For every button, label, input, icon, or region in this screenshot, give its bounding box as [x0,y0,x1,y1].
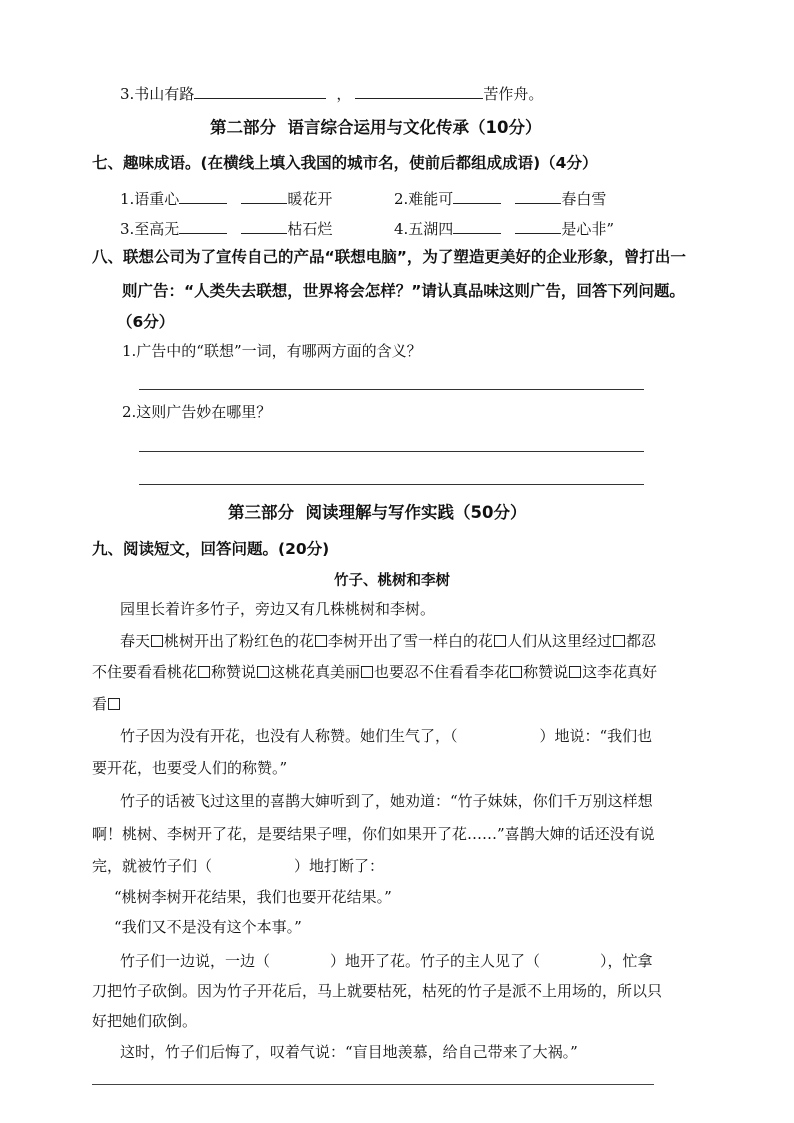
q8-sub-2: 2.这则广告妙在哪里？ [122,403,272,421]
part2-title: 第二部分 语言综合运用与文化传承（10分） [210,118,542,137]
q8-answer-line-2[interactable] [139,451,644,452]
q7-item-2-blank-2[interactable] [515,189,561,204]
story-p3-line-1 [120,729,652,744]
story-p2-line-1 [120,634,656,649]
story-title: 竹子、桃树和李树 [334,572,450,589]
p4-seg: ）地打断了： [294,857,385,875]
story-p4-line-1: 竹子的话被飞过这里的喜鹊大婶听到了，她劝道：“竹子妹妹，你们千万别这样想 [120,792,653,810]
q8-line-3: （6分） [117,313,175,331]
p5-seg: ），忙拿 [600,952,653,970]
p2-seg: 称赞说 [211,663,257,681]
q7-item-3-b: 枯石烂 [287,220,333,238]
p2-seg: 这李花真好 [582,663,658,681]
story-p5-line-3: 好把她们砍倒。 [92,1012,198,1030]
q7-item-4-blank[interactable] [453,219,501,234]
q7-item-1-b: 暖花开 [287,190,333,208]
q7-item-3 [120,219,332,237]
punct-box[interactable] [569,666,581,678]
q7-item-2-a: 2.难能可 [394,190,454,208]
punct-box[interactable] [510,666,522,678]
q7-item-3-blank[interactable] [179,219,227,234]
q7-item-1-blank-2[interactable] [241,189,287,204]
story-quote-2: “我们又不是没有这个本事。” [114,918,302,936]
punct-box[interactable] [613,635,625,647]
p2-seg: 春天 [120,632,151,650]
q7-item-2-blank[interactable] [453,189,501,204]
q9-title: 九、阅读短文，回答问题。(20分) [92,540,330,558]
q7-item-3-blank-2[interactable] [241,219,287,234]
punct-box[interactable] [257,666,269,678]
p2-seg: 桃树开出了粉红色的花 [164,632,315,650]
story-p6: 这时，竹子们后悔了，叹着气说：“盲目地羡慕，给自己带来了大祸。” [120,1043,578,1061]
story-quote-1: “桃树李树开花结果，我们也要开花结果。” [114,888,392,906]
p3-seg: 竹子因为没有开花，也没有人称赞。她们生气了，（ [120,727,458,745]
punct-box[interactable] [108,698,120,710]
p2-seg: 看 [92,695,108,713]
story-p1: 园里长着许多竹子，旁边又有几株桃树和李树。 [120,600,436,618]
q7-item-1-blank[interactable] [179,189,227,204]
punct-box[interactable] [361,666,373,678]
poem-blank-2[interactable] [355,84,483,99]
story-p3-line-2: 要开花，也要受人们的称赞。” [92,759,288,777]
poem-suffix: 苦作舟。 [483,85,544,103]
q8-line-1: 八、联想公司为了宣传自己的产品“联想电脑”，为了塑造更美好的企业形象，曾打出一 [92,248,686,266]
q8-answer-line-3[interactable] [139,484,644,485]
q7-item-1-a: 1.语重心 [120,190,180,208]
story-p2-line-2 [92,665,657,680]
punct-box[interactable] [198,666,210,678]
q7-item-4-a: 4.五湖四 [394,220,454,238]
q8-sub-1: 1.广告中的“联想”一词，有哪两方面的含义？ [122,342,422,360]
q8-answer-line-1[interactable] [139,389,644,390]
punct-box[interactable] [494,635,506,647]
poem-blank-1[interactable] [194,84,326,99]
p2-seg: 也要忍不住看看李花 [374,663,510,681]
poem-prefix: 3.书山有路 [120,85,195,103]
part3-title: 第三部分 阅读理解与写作实践（50分） [228,503,527,522]
q7-item-4-b: 是心非” [561,220,614,238]
q7-item-4 [394,219,614,237]
punct-box[interactable] [315,635,327,647]
q7-item-3-a: 3.至高无 [120,220,180,238]
story-p4-line-3 [92,859,384,874]
story-p2-line-3 [92,697,121,712]
story-p5-line-2: 刀把竹子砍倒。因为竹子开花后，马上就要枯死，枯死的竹子是派不上用场的，所以只 [92,982,663,1000]
q7-item-4-blank-2[interactable] [515,219,561,234]
q7-item-2-b: 春白雪 [561,190,607,208]
p2-seg: 称赞说 [523,663,569,681]
p3-seg: ）地说：“我们也 [539,727,653,745]
story-p5-line-1 [120,954,653,969]
q7-item-1 [120,189,332,207]
p2-seg: 这桃花真美丽 [270,663,361,681]
q7-title: 七、趣味成语。(在横线上填入我国的城市名，使前后都组成成语)（4分） [92,154,598,172]
p5-seg: ）地开了花。竹子的主人见了（ [330,952,541,970]
footer-rule [92,1084,654,1085]
p2-seg: 不住要看看桃花 [92,663,198,681]
punct-box[interactable] [151,635,163,647]
poem-comma: ， [336,85,352,103]
p2-seg: 李树开出了雪一样白的花 [328,632,494,650]
p2-seg: 都忍 [626,632,657,650]
p4-seg: 完，就被竹子们（ [92,857,213,875]
poem-line-3 [120,84,543,102]
q7-item-2 [394,189,606,207]
story-p4-line-2: 啊！桃树、李树开了花，是要结果子哩，你们如果开了花……”喜鹊大婶的话还没有说 [92,825,655,843]
p5-seg: 竹子们一边说，一边（ [120,952,271,970]
p2-seg: 人们从这里经过 [507,632,613,650]
q8-line-2: 则广告：“人类失去联想，世界将会怎样？”请认真品味这则广告，回答下列问题。 [122,282,685,300]
